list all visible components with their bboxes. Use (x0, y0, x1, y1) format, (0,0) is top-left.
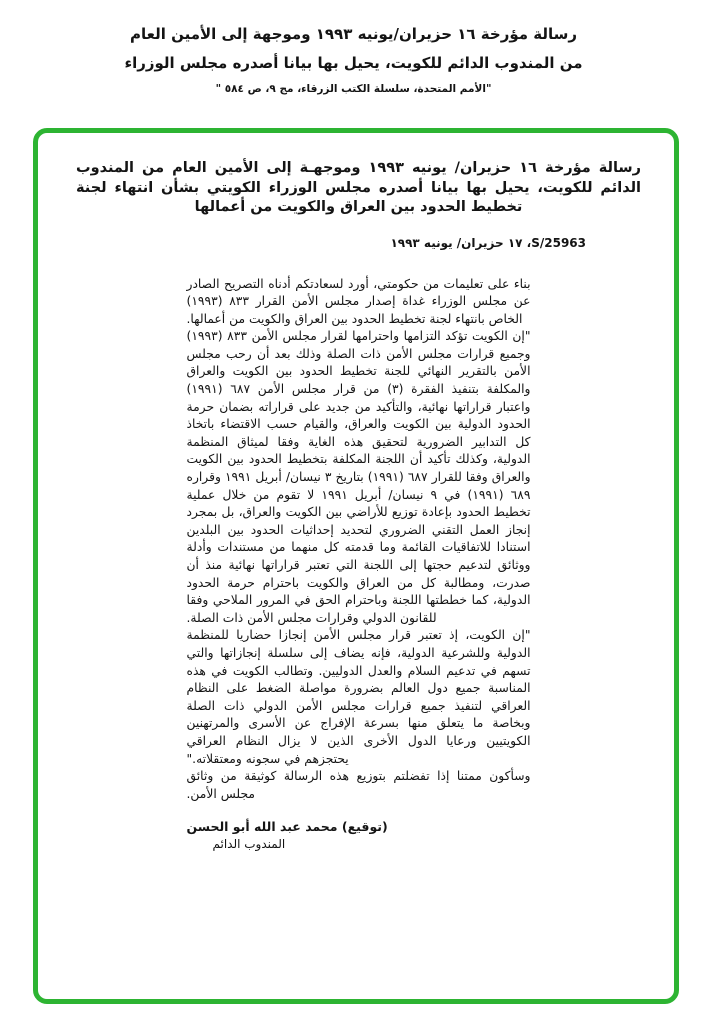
green-annotation-box (33, 128, 679, 1004)
top-header-line-2: من المندوب الدائم للكويت، يحيل بها بيانا أصدره مجلس الوزراء (124, 54, 583, 72)
document-title: رسالة مؤرخة ١٦ حزيران/ يونيه ١٩٩٣ وموجهـة إلى الأمين العام من المندوب الدائم للكويت، يحيل بها بيانا أصدره مجلس الوزراء الكويتي بشأن انتهاء لجنة تخطيط الحدود بين العراق والكويت من أعمالها (76, 160, 642, 215)
document-content (38, 133, 674, 853)
document-symbol-line: S/25963، ١٧ حزيران/ يونيه ١٩٩٣ (390, 235, 586, 250)
body-paragraph: "إن الكويت تؤكد التزامها واحترامها لقرار مجلس الأمن ٨٣٣ (١٩٩٣) وجميع قرارات مجلس الأمن ذات الصلة وذلك بعد أن رحب مجلس الأمن بالتقرير النهائي للجنة تخطيط الحدود بين الكويت والعراق والمكلفة بتنفيذ الفقرة (٣) من قرار مجلس الأمن ٦٨٧ (١٩٩١) واعتبار قراراتها نهائية، والتأكيد من جديد على قراراته بضمان حرمة الحدود الدولية بين الكويت والعراق، والقيام حسب الاقتضاء باتخاذ كل التدابير الضرورية لتحقيق هذه الغاية وفقا لميثاق المنظمة الدولية، وكذلك تأكيد أن اللجنة المكلفة بتخطيط الحدود بين الكويت والعراق وفقا للقرار ٦٨٧ (١٩٩١) بتاريخ ٣ نيسان/ أبريل ١٩٩١ وقراره ٦٨٩ (١٩٩١) في ٩ نيسان/ أبريل ١٩٩١ لا تقوم من خلال عملية تخطيط الحدود بإعادة توزيع للأراضي بين الكويت والعراق، بل بمجرد إنجاز العمل التقني الضروري لتحديد إحداثيات الحدود بين البلدين استنادا للاتفاقيات القائمة وما قدمته كل منهما من مستندات وأدلة ووثائق لتدعيم حجتها إلى اللجنة التي تعتبر قراراتها نهائية منذ أن صدرت، ومطالبة كل من العراق والكويت باحترام حرمة الحدود الدولية، كما خططتها اللجنة وباحترام الحق في المرور الملاحي وفقا للقانون الدولي وقرارات مجلس الأمن ذات الصلة. (186, 329, 531, 625)
source-note: "الأمم المتحدة، سلسلة الكتب الزرقاء، مج ٩، ص ٥٨٤ " (215, 83, 492, 95)
document-body (187, 276, 531, 854)
body-paragraph: بناء على تعليمات من حكومتي، أورد لسعادتكم أدناه التصريح الصادر عن مجلس الوزراء غداة إصدار مجلس الأمن القرار ٨٣٣ (١٩٩٣) الخاص بانتهاء لجنة تخطيط الحدود بين العراق والكويت من أعمالها. (186, 276, 531, 326)
page-top-header (0, 0, 707, 97)
top-header-line-1: رسالة مؤرخة ١٦ حزيران/يونيه ١٩٩٣ وموجهة إلى الأمين العام (130, 25, 577, 43)
signature-title: المندوب الدائم (212, 837, 286, 852)
body-paragraph: وسأكون ممتنا إذا تفضلتم بتوزيع هذه الرسالة كوثيقة من وثائق مجلس الأمن. (186, 769, 531, 801)
signature-block (187, 818, 531, 853)
signature-name: (توقيع) محمد عبد الله أبو الحسن (186, 819, 388, 835)
body-paragraph: "إن الكويت، إذ تعتبر قرار مجلس الأمن إنجازا حضاريا للمنظمة الدولية وللشرعية الدولية، فإنه يضاف إلى سلسلة إنجازاتها والتي تسهم في تدعيم السلام والعدل الدوليين. وتطالب الكويت في هذه المناسبة جميع دول العالم بضرورة مواصلة الضغط على النظام العراقي لتنفيذ جميع قرارات مجلس الأمن الدولي ذات الصلة وبخاصة ما يتعلق منها بسرعة الإفراج عن الأسرى والمرتهنين الكويتيين ورعايا الدول الأخرى الذين لا يزال النظام العراقي يحتجزهم في سجونه ومعتقلاته." (186, 628, 531, 766)
